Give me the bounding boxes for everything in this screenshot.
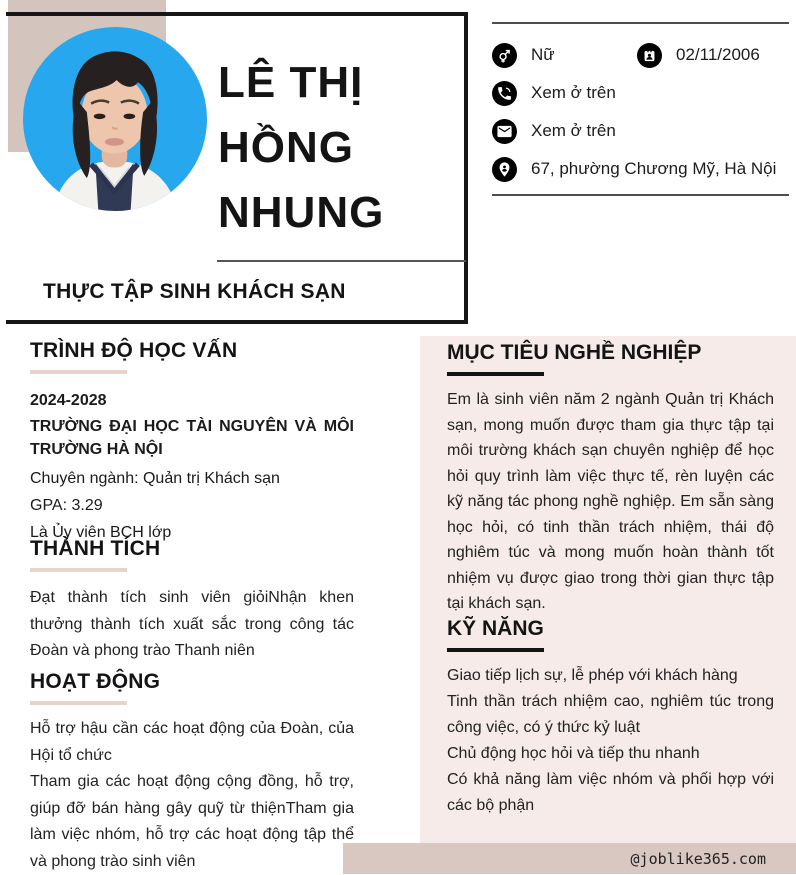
education-gpa: GPA: 3.29 [30, 497, 103, 514]
section-achievements [30, 537, 354, 665]
skill-item: Chủ động học hỏi và tiếp thu nhanh [447, 744, 700, 762]
achievements-underline [30, 568, 127, 572]
right-panel [420, 336, 796, 843]
name-line-2: HỒNG [218, 123, 354, 172]
contact-divider-top [492, 22, 789, 24]
skill-item: Có khả năng làm việc nhóm và phối hợp với các bộ phận [447, 770, 774, 814]
location-icon [492, 157, 517, 182]
achievements-text: Đạt thành tích sinh viên giỏiNhận khen thưởng thành tích xuất sắc trong công tác Đoàn và phong trào Thanh niên [30, 589, 354, 659]
activities-item: Hỗ trợ hậu cần các hoạt động của Đoàn, của Hội tổ chức [30, 720, 354, 764]
watermark-text: @joblike365.com [630, 849, 766, 868]
birthdate-value: 02/11/2006 [676, 45, 760, 64]
avatar [23, 27, 207, 211]
email-value: Xem ở trên [531, 121, 616, 140]
birthdate-icon [637, 43, 662, 68]
contact-row-phone [492, 80, 616, 106]
skills-underline [447, 648, 544, 652]
phone-value: Xem ở trên [531, 83, 616, 102]
education-school: TRƯỜNG ĐẠI HỌC TÀI NGUYÊN VÀ MÔI TRƯỜNG HÀ NỘI [30, 418, 354, 458]
achievements-title: THÀNH TÍCH [30, 537, 161, 560]
contact-row-gender-dob [492, 42, 555, 68]
gender-icon [492, 43, 517, 68]
name-line-3: NHUNG [218, 188, 385, 237]
contact-divider-bottom [492, 194, 789, 196]
gender-value: Nữ [531, 45, 555, 64]
activities-title: HOẠT ĐỘNG [30, 670, 161, 693]
email-icon [492, 119, 517, 144]
activities-underline [30, 701, 127, 705]
job-title: THỰC TẬP SINH KHÁCH SẠN [43, 280, 346, 303]
contact-row-address [492, 156, 776, 182]
contact-row-email [492, 118, 616, 144]
name-divider [217, 260, 466, 262]
education-period: 2024-2028 [30, 392, 107, 409]
phone-icon [492, 81, 517, 106]
education-title: TRÌNH ĐỘ HỌC VẤN [30, 339, 238, 362]
objective-title: MỤC TIÊU NGHỀ NGHIỆP [447, 341, 702, 364]
name-line-1: LÊ THỊ [218, 58, 364, 107]
section-activities [30, 670, 354, 875]
education-role: Là Ủy viên BCH lớp [30, 524, 172, 541]
address-value: 67, phường Chương Mỹ, Hà Nội [531, 159, 777, 178]
candidate-name [218, 50, 464, 245]
avatar-photo-illustration [23, 27, 207, 211]
skill-item: Tinh thần trách nhiệm cao, nghiêm túc trong công việc, có ý thức kỷ luật [447, 692, 774, 736]
contact-row-birthdate [637, 42, 760, 68]
education-major: Chuyên ngành: Quản trị Khách sạn [30, 470, 280, 487]
skill-item: Giao tiếp lịch sự, lễ phép với khách hàng [447, 666, 738, 684]
activities-item: Tham gia các hoạt động cộng đồng, hỗ trợ, giúp đỡ bán hàng gây quỹ từ thiệnTham gia làm việc nhóm, hỗ trợ các hoạt động tập thể và phong trào sinh viên [30, 773, 354, 870]
objective-text: Em là sinh viên năm 2 ngành Quản trị Khách sạn, mong muốn được tham gia thực tập tại môi trường khách sạn chuyên nghiệp để học hỏi quy trình làm việc thực tế, rèn luyện các kỹ năng tác phong nghề nghiệp. Em sẵn sàng học hỏi, có tinh thần trách nhiệm, thái độ nghiêm túc và mong muốn hoàn thành tốt nhiệm vụ được giao trong thời gian thực tập tại khách sạn. [447, 391, 774, 612]
skills-list [447, 663, 774, 819]
objective-underline [447, 372, 544, 376]
education-underline [30, 370, 127, 374]
section-education [30, 339, 354, 542]
watermark-strip [343, 843, 796, 874]
skills-title: KỸ NĂNG [447, 616, 544, 640]
